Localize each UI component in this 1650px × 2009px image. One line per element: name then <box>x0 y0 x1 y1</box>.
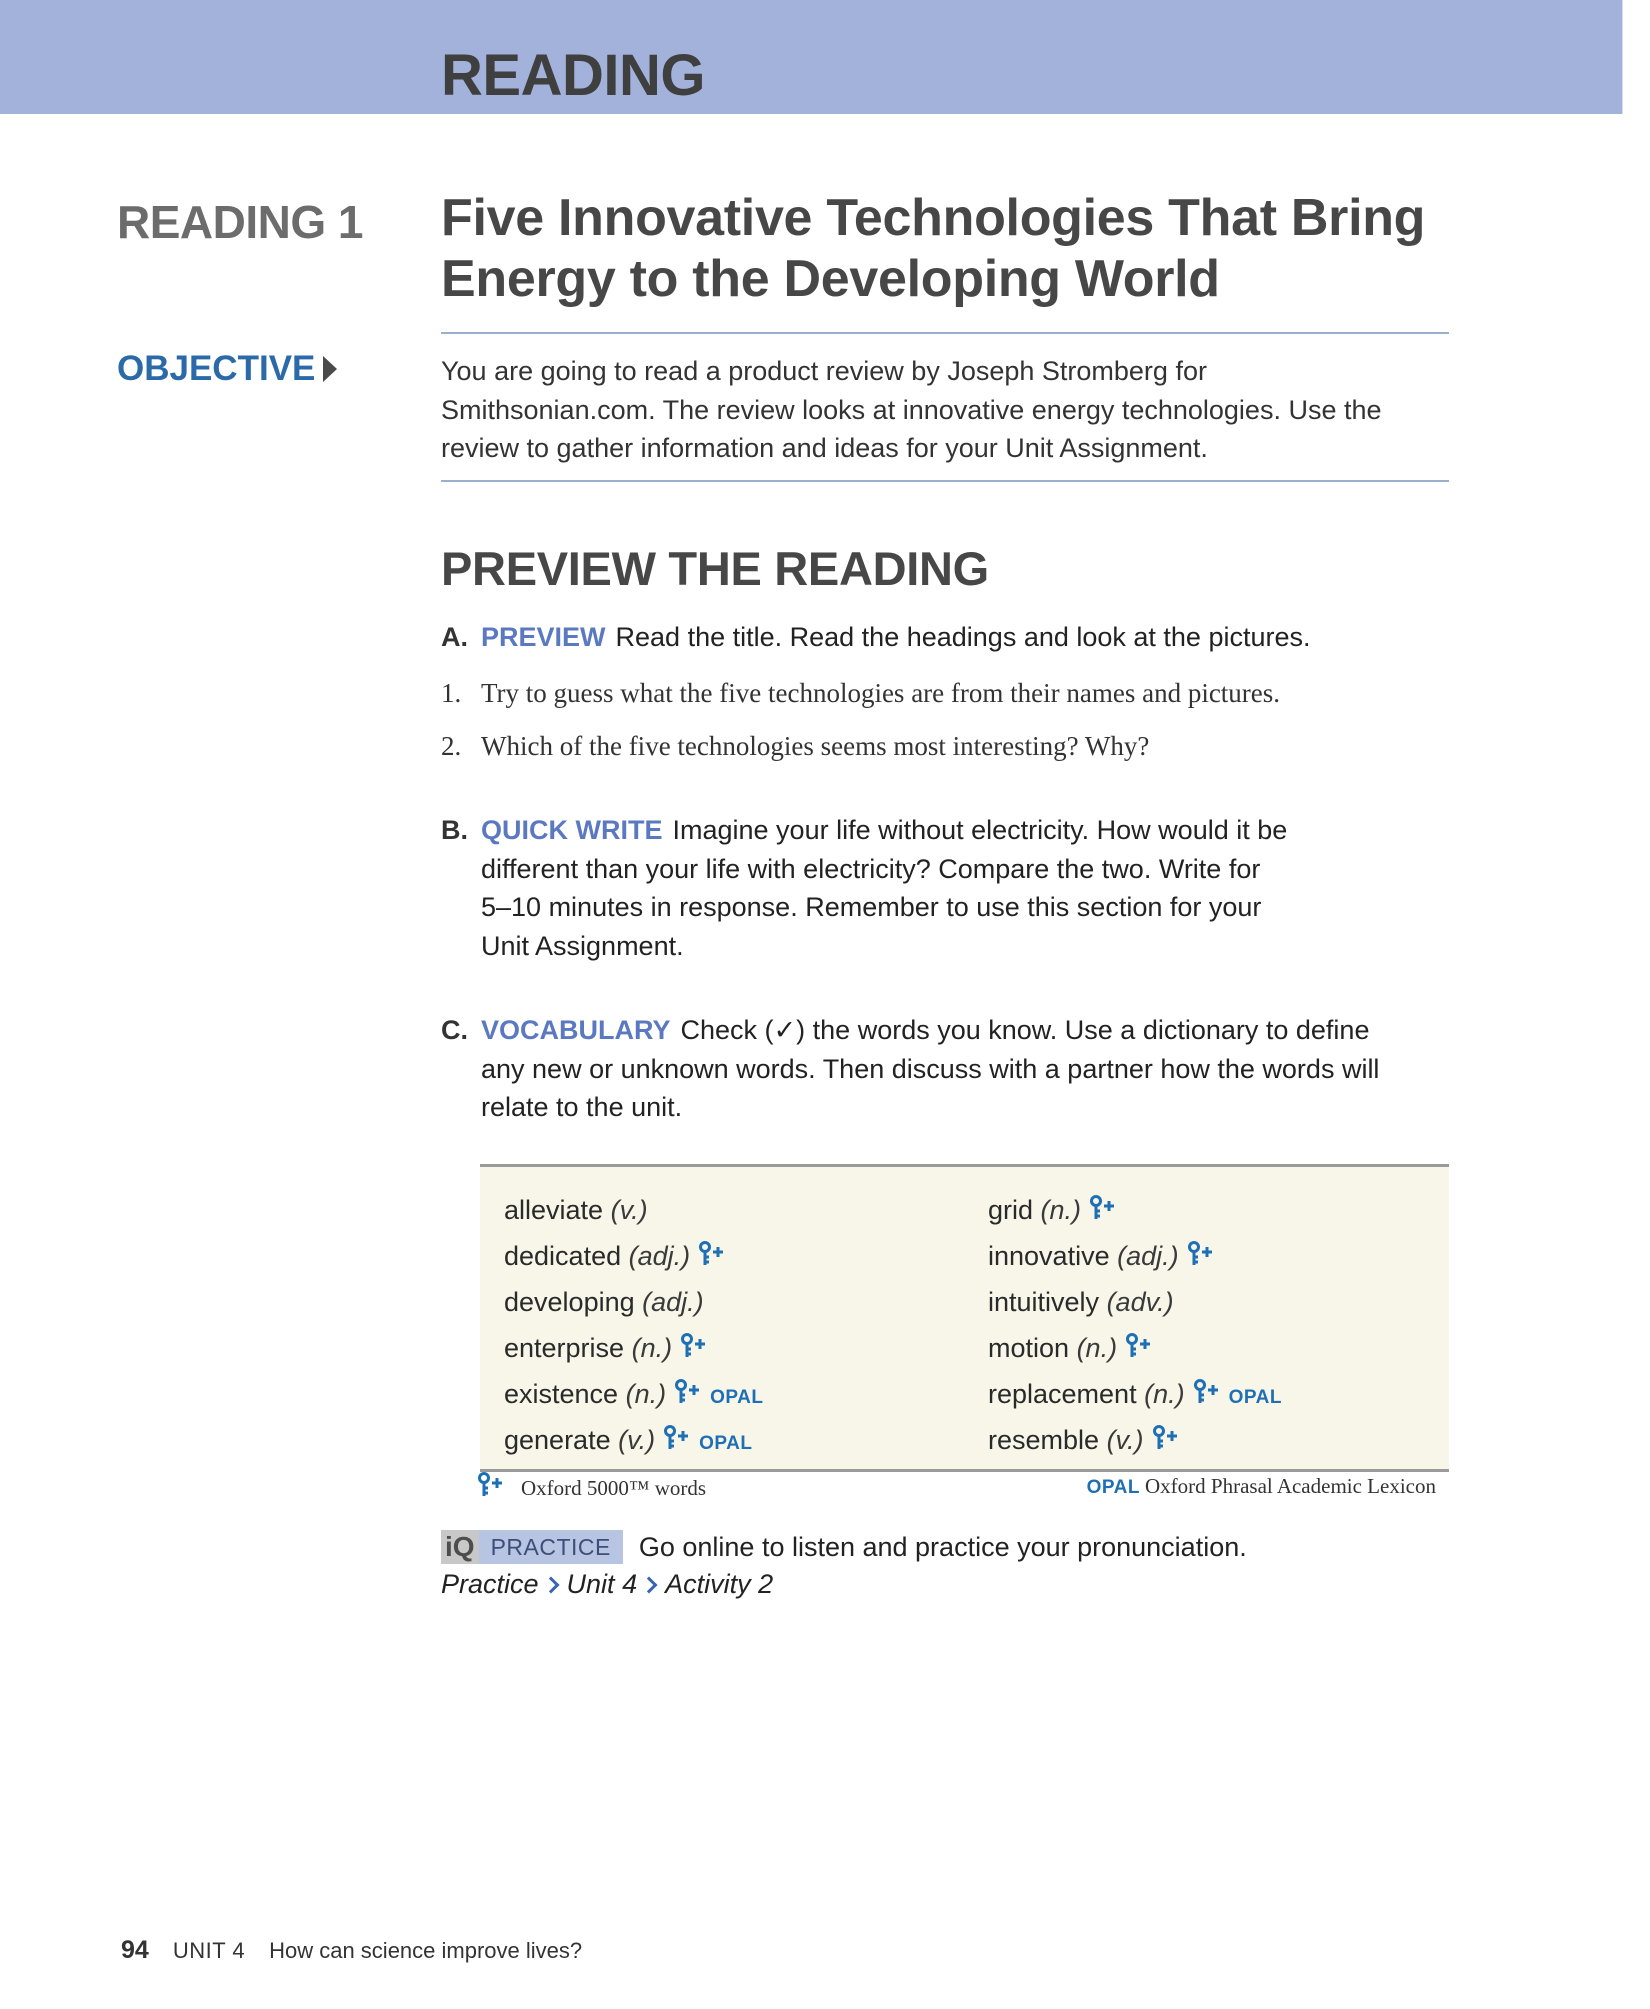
vocab-word: developing <box>504 1287 635 1317</box>
vocabulary-entry <box>988 1375 1282 1421</box>
part-of-speech: (adv.) <box>1106 1287 1174 1317</box>
vocab-word: innovative <box>988 1241 1110 1271</box>
chevron-right-icon <box>641 1576 658 1593</box>
key-plus-icon <box>477 1472 507 1504</box>
exercise-line: relate to the unit. <box>481 1092 683 1122</box>
page-number: 94 <box>121 1936 149 1964</box>
objective-line: Smithsonian.com. The review looks at innovative energy technologies. Use the <box>441 394 1382 425</box>
exercise-keyword: VOCABULARY <box>481 1015 671 1045</box>
vocabulary-entry <box>504 1421 763 1467</box>
part-of-speech: (n.) <box>631 1333 673 1363</box>
exercise-b-body <box>481 811 1451 965</box>
opal-tag: OPAL <box>699 1433 753 1454</box>
exercise-instruction: Read the title. Read the headings and look at the pictures. <box>615 622 1311 652</box>
practice-text: Go online to listen and practice your pronunciation. <box>638 1531 1247 1562</box>
key-plus-icon <box>1193 1377 1223 1415</box>
reading-title-line: Energy to the Developing World <box>441 250 1220 308</box>
exercise-letter: B. <box>441 815 468 845</box>
vocab-word: intuitively <box>988 1287 1100 1317</box>
vocabulary-entry <box>988 1191 1282 1237</box>
preview-heading: PREVIEW THE READING <box>441 542 989 595</box>
opal-tag: OPAL <box>1086 1477 1140 1498</box>
exercise-a-body <box>481 618 1451 657</box>
reading-label: READING 1 <box>117 196 363 248</box>
vocabulary-entry <box>988 1421 1282 1467</box>
vocab-word: dedicated <box>504 1241 622 1271</box>
key-plus-icon <box>1187 1239 1217 1277</box>
opal-tag: OPAL <box>710 1387 764 1408</box>
exercise-line: Unit Assignment. <box>481 930 684 961</box>
path-segment[interactable]: Practice <box>441 1569 539 1599</box>
part-of-speech: (n.) <box>625 1379 667 1409</box>
vocabulary-entry <box>988 1283 1282 1329</box>
triangle-right-icon <box>323 356 337 382</box>
exercise-a <box>441 618 1451 657</box>
exercise-c-body <box>481 1011 1451 1127</box>
key-plus-icon <box>663 1423 693 1461</box>
vocab-word: grid <box>988 1195 1034 1225</box>
vocab-word: existence <box>504 1379 619 1409</box>
exercise-keyword: QUICK WRITE <box>481 815 663 845</box>
exercise-letter: A. <box>441 622 468 652</box>
practice-label: PRACTICE <box>479 1530 623 1564</box>
objective-description <box>441 352 1451 468</box>
exercise-line: Check (✓) the words you know. Use a dictionary to define <box>680 1015 1370 1045</box>
path-segment[interactable]: Unit 4 <box>566 1569 638 1599</box>
objective-label <box>117 349 337 389</box>
chevron-right-icon <box>542 1576 559 1593</box>
vocab-word: enterprise <box>504 1333 625 1363</box>
divider <box>441 480 1449 482</box>
vocabulary-entry <box>988 1237 1282 1283</box>
exercise-c <box>441 1011 1451 1127</box>
vocabulary-entry <box>504 1237 763 1283</box>
item-number: 2. <box>441 731 462 761</box>
exercise-b <box>441 811 1451 965</box>
vocabulary-entry <box>988 1329 1282 1375</box>
practice-path <box>441 1569 773 1600</box>
exercise-line: any new or unknown words. Then discuss with a partner how the words will <box>481 1053 1380 1084</box>
reading-title <box>441 188 1431 310</box>
iq-practice-badge[interactable] <box>441 1530 623 1564</box>
legend-opal-text: Oxford Phrasal Academic Lexicon <box>1145 1474 1436 1498</box>
part-of-speech: (v.) <box>618 1425 656 1455</box>
part-of-speech: (adj.) <box>628 1241 691 1271</box>
vocabulary-column-right <box>988 1191 1282 1467</box>
divider <box>441 332 1449 334</box>
exercise-line: Imagine your life without electricity. How would it be <box>672 815 1288 845</box>
vocab-word: resemble <box>988 1425 1100 1455</box>
vocabulary-column-left <box>504 1191 763 1467</box>
vocabulary-entry <box>504 1375 763 1421</box>
iq-practice <box>441 1530 1247 1564</box>
vocab-word: alleviate <box>504 1195 604 1225</box>
item-number: 1. <box>441 678 462 708</box>
part-of-speech: (adj.) <box>642 1287 704 1317</box>
item-text: Which of the five technologies seems most interesting? Why? <box>481 731 1150 761</box>
page-footer <box>121 1936 582 1965</box>
legend-opal <box>1087 1474 1436 1499</box>
key-plus-icon <box>680 1331 710 1369</box>
key-plus-icon <box>1089 1193 1119 1231</box>
part-of-speech: (n.) <box>1144 1379 1185 1409</box>
vocab-word: generate <box>504 1425 611 1455</box>
objective-text-label: OBJECTIVE <box>117 349 316 388</box>
vocab-word: motion <box>988 1333 1070 1363</box>
key-plus-icon <box>674 1377 704 1415</box>
opal-tag: OPAL <box>1228 1387 1282 1408</box>
objective-line: You are going to read a product review by Joseph Stromberg for <box>441 356 1207 386</box>
objective-line: review to gather information and ideas for your Unit Assignment. <box>441 433 1208 463</box>
legend-oxford-text: Oxford 5000™ words <box>521 1475 707 1500</box>
footer-unit: UNIT 4 <box>172 1938 246 1963</box>
vocabulary-entry <box>504 1329 763 1375</box>
part-of-speech: (adj.) <box>1117 1241 1179 1271</box>
exercise-line: different than your life with electricity? Compare the two. Write for <box>481 853 1261 884</box>
section-title: READING <box>441 43 705 108</box>
page-edge-mark <box>1622 0 1623 114</box>
vocabulary-entry <box>504 1191 763 1237</box>
exercise-keyword: PREVIEW <box>481 622 606 652</box>
iq-logo: iQ <box>441 1530 479 1564</box>
vocabulary-box <box>480 1164 1449 1472</box>
vocab-word: replacement <box>988 1379 1137 1409</box>
list-item <box>441 678 1280 709</box>
legend-oxford <box>477 1472 706 1504</box>
reading-title-line: Five Innovative Technologies That Bring <box>441 189 1426 247</box>
section-banner <box>0 0 1623 114</box>
key-plus-icon <box>1152 1423 1182 1461</box>
part-of-speech: (v.) <box>1106 1425 1144 1455</box>
part-of-speech: (n.) <box>1040 1195 1082 1225</box>
part-of-speech: (n.) <box>1076 1333 1118 1363</box>
part-of-speech: (v.) <box>610 1195 648 1225</box>
list-item <box>441 731 1149 762</box>
key-plus-icon <box>1125 1331 1155 1369</box>
footer-question: How can science improve lives? <box>269 1938 583 1963</box>
exercise-line: 5–10 minutes in response. Remember to use this section for your <box>481 892 1262 922</box>
vocabulary-entry <box>504 1283 763 1329</box>
item-text: Try to guess what the five technologies are from their names and pictures. <box>481 678 1281 708</box>
exercise-letter: C. <box>441 1015 468 1045</box>
key-plus-icon <box>698 1239 728 1277</box>
path-segment[interactable]: Activity 2 <box>665 1569 774 1599</box>
